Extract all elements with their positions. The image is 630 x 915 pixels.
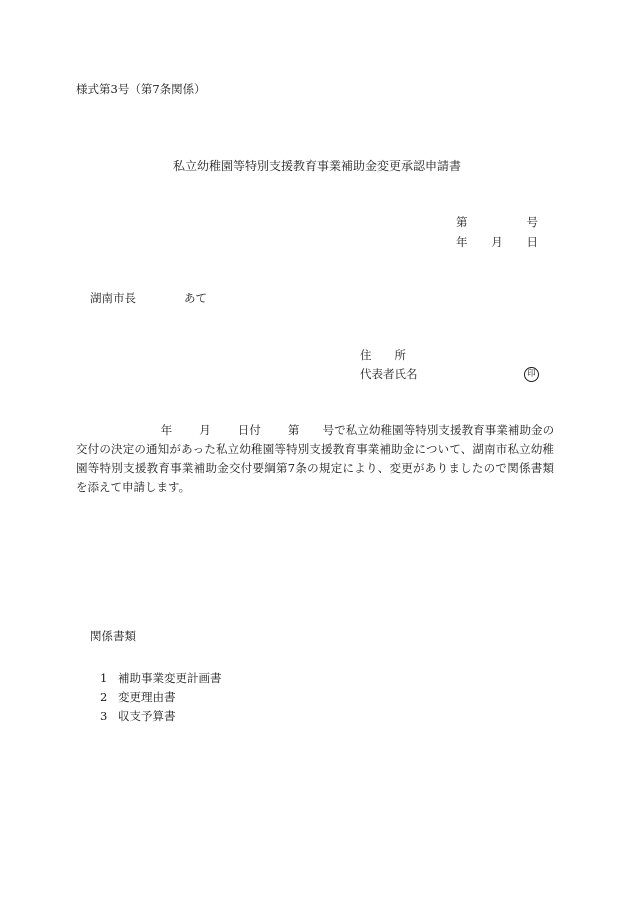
list-item-number: 3 <box>100 709 108 723</box>
seal-mark: 印 <box>524 367 539 382</box>
list-item-label: 変更理由書 <box>118 690 176 704</box>
date-month-label: 月 <box>491 235 503 249</box>
addressee <box>90 293 207 305</box>
document-title: 私立幼稚園等特別支援教育事業補助金変更承認申請書 <box>173 159 462 173</box>
form-number: 様式第3号（第7条関係） <box>76 82 206 96</box>
document-number-prefix: 第 <box>456 215 468 229</box>
body-number-prefix: 第 <box>287 423 300 437</box>
applicant-address-label: 住 所 <box>360 348 406 362</box>
body-year-label: 年 <box>160 423 173 437</box>
body-month-label: 月 <box>199 423 211 437</box>
list-item <box>100 707 222 726</box>
list-item <box>100 688 222 707</box>
list-item <box>100 669 222 688</box>
date-year-label: 年 <box>456 235 468 249</box>
list-item-number: 2 <box>100 690 108 704</box>
body-text: 号で私立幼稚園等特別支援教育事業補助金の交付の決定の通知があった私立幼稚園等特別支援教育事業補助金について、湖南市私立幼稚園等特別支援教育事業補助金交付要綱第7条の規定により、変更がありましたので関係書類を添えて申請します。 <box>76 423 555 494</box>
document-number-line <box>456 217 538 229</box>
list-item-label: 補助事業変更計画書 <box>118 671 222 685</box>
applicant-representative-label: 代表者氏名 <box>360 367 418 381</box>
related-documents-list <box>100 669 222 726</box>
related-documents-heading: 関係書類 <box>90 629 136 643</box>
document-number-suffix: 号 <box>526 215 538 229</box>
addressee-name: 湖南市長 <box>90 291 136 305</box>
document-date-line <box>456 237 538 249</box>
application-body <box>76 421 554 497</box>
body-date-label: 日付 <box>237 423 261 437</box>
addressee-honorific: あて <box>184 291 207 305</box>
list-item-number: 1 <box>100 671 108 685</box>
list-item-label: 収支予算書 <box>118 709 176 723</box>
date-day-label: 日 <box>526 235 538 249</box>
